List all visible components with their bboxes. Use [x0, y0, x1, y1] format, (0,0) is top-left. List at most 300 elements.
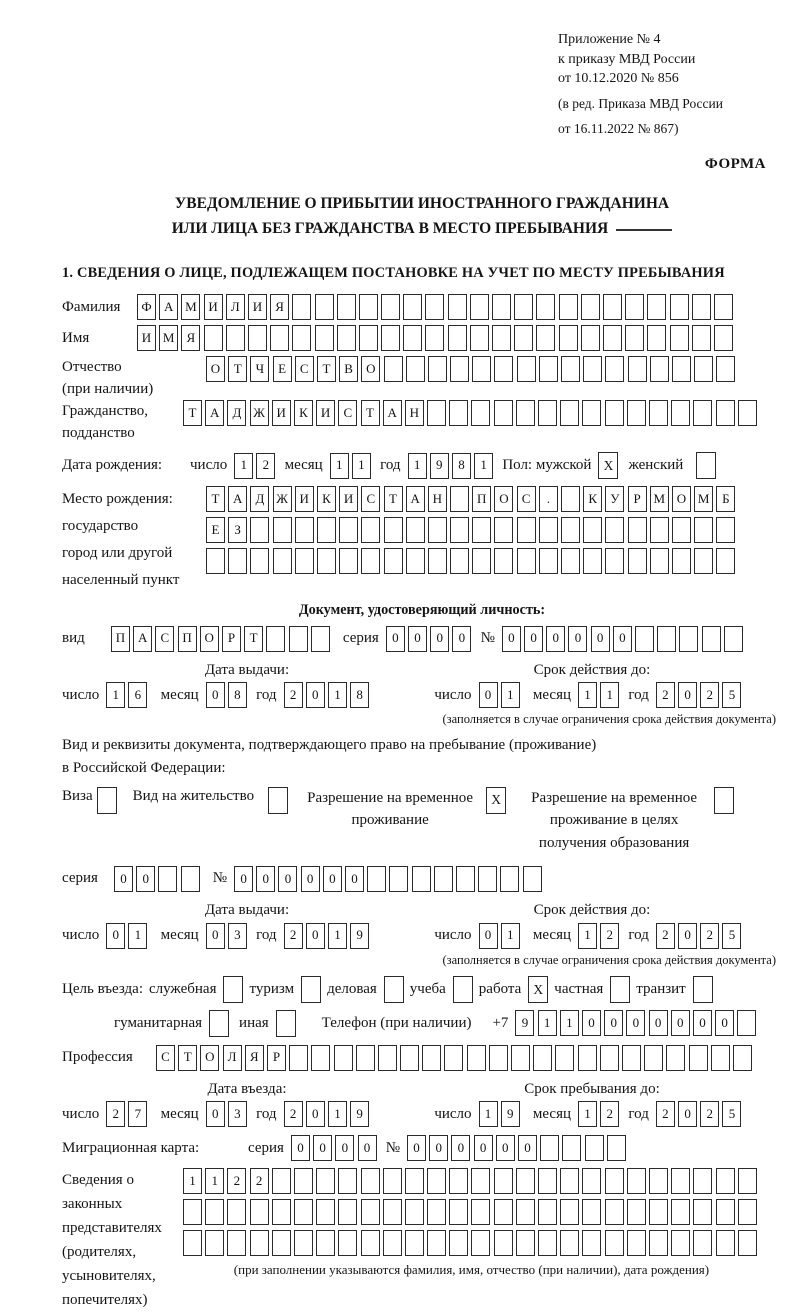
form-cell[interactable]: [316, 1199, 335, 1225]
form-cell[interactable]: 0: [671, 1010, 690, 1036]
form-cell[interactable]: 0: [335, 1135, 354, 1161]
purpose-business-checkbox[interactable]: [384, 976, 404, 1003]
form-cell[interactable]: [472, 517, 491, 543]
form-cell[interactable]: 2: [700, 682, 719, 708]
form-cell[interactable]: 2: [600, 923, 619, 949]
form-cell[interactable]: 7: [128, 1101, 147, 1127]
form-cell[interactable]: [716, 1199, 735, 1225]
form-cell[interactable]: [444, 1045, 463, 1071]
form-cell[interactable]: [540, 1135, 559, 1161]
form-cell[interactable]: 0: [451, 1135, 470, 1161]
form-cell[interactable]: [492, 294, 511, 320]
form-cell[interactable]: [450, 356, 469, 382]
form-cell[interactable]: [679, 626, 698, 652]
form-cell[interactable]: 2: [227, 1168, 246, 1194]
form-cell[interactable]: [607, 1135, 626, 1161]
form-cell[interactable]: [250, 1199, 269, 1225]
form-cell[interactable]: [702, 626, 721, 652]
form-cell[interactable]: [361, 1168, 380, 1194]
form-cell[interactable]: [738, 1230, 757, 1256]
form-cell[interactable]: [406, 548, 425, 574]
form-cell[interactable]: 2: [284, 682, 303, 708]
temp-residence-checkbox[interactable]: X: [486, 787, 506, 814]
form-cell[interactable]: [334, 1045, 353, 1071]
form-cell[interactable]: И: [339, 486, 358, 512]
form-cell[interactable]: [294, 1199, 313, 1225]
form-cell[interactable]: [694, 517, 713, 543]
form-cell[interactable]: [627, 1199, 646, 1225]
form-cell[interactable]: [670, 294, 689, 320]
form-cell[interactable]: [317, 548, 336, 574]
form-cell[interactable]: [561, 548, 580, 574]
form-cell[interactable]: Я: [270, 294, 289, 320]
form-cell[interactable]: У: [605, 486, 624, 512]
form-cell[interactable]: М: [159, 325, 178, 351]
form-cell[interactable]: [559, 325, 578, 351]
form-cell[interactable]: [428, 356, 447, 382]
form-cell[interactable]: 0: [430, 626, 449, 652]
form-cell[interactable]: Ж: [273, 486, 292, 512]
form-cell[interactable]: [714, 294, 733, 320]
form-cell[interactable]: 9: [515, 1010, 534, 1036]
form-cell[interactable]: [716, 400, 735, 426]
form-cell[interactable]: [384, 356, 403, 382]
form-cell[interactable]: [472, 548, 491, 574]
form-cell[interactable]: М: [694, 486, 713, 512]
form-cell[interactable]: Н: [428, 486, 447, 512]
form-cell[interactable]: 2: [700, 1101, 719, 1127]
form-cell[interactable]: [627, 1230, 646, 1256]
form-cell[interactable]: [406, 356, 425, 382]
form-cell[interactable]: [383, 1168, 402, 1194]
form-cell[interactable]: 9: [501, 1101, 520, 1127]
form-cell[interactable]: 0: [429, 1135, 448, 1161]
form-cell[interactable]: [470, 325, 489, 351]
form-cell[interactable]: [533, 1045, 552, 1071]
form-cell[interactable]: 0: [306, 682, 325, 708]
form-cell[interactable]: 2: [106, 1101, 125, 1127]
form-cell[interactable]: И: [204, 294, 223, 320]
form-cell[interactable]: [405, 1230, 424, 1256]
form-cell[interactable]: 3: [228, 1101, 247, 1127]
form-cell[interactable]: [724, 626, 743, 652]
form-cell[interactable]: 9: [350, 1101, 369, 1127]
form-cell[interactable]: 1: [106, 682, 125, 708]
form-cell[interactable]: 2: [656, 1101, 675, 1127]
form-cell[interactable]: [272, 1199, 291, 1225]
form-cell[interactable]: [562, 1135, 581, 1161]
form-cell[interactable]: [628, 356, 647, 382]
form-cell[interactable]: 1: [352, 453, 371, 479]
form-cell[interactable]: .: [539, 486, 558, 512]
form-cell[interactable]: [666, 1045, 685, 1071]
form-cell[interactable]: [516, 1168, 535, 1194]
form-cell[interactable]: 8: [452, 453, 471, 479]
form-cell[interactable]: [560, 1199, 579, 1225]
form-cell[interactable]: [273, 548, 292, 574]
form-cell[interactable]: [427, 1230, 446, 1256]
form-cell[interactable]: [227, 1230, 246, 1256]
form-cell[interactable]: [523, 866, 542, 892]
form-cell[interactable]: [693, 1168, 712, 1194]
form-cell[interactable]: П: [178, 626, 197, 652]
form-cell[interactable]: О: [672, 486, 691, 512]
form-cell[interactable]: [471, 1168, 490, 1194]
form-cell[interactable]: [381, 325, 400, 351]
form-cell[interactable]: [605, 400, 624, 426]
form-cell[interactable]: Р: [267, 1045, 286, 1071]
form-cell[interactable]: [361, 1230, 380, 1256]
form-cell[interactable]: [561, 517, 580, 543]
form-cell[interactable]: [581, 294, 600, 320]
form-cell[interactable]: [560, 1230, 579, 1256]
form-cell[interactable]: [383, 1230, 402, 1256]
form-cell[interactable]: [647, 325, 666, 351]
form-cell[interactable]: [478, 866, 497, 892]
form-cell[interactable]: 1: [183, 1168, 202, 1194]
form-cell[interactable]: 1: [474, 453, 493, 479]
form-cell[interactable]: [647, 294, 666, 320]
form-cell[interactable]: 0: [306, 923, 325, 949]
form-cell[interactable]: [671, 400, 690, 426]
form-cell[interactable]: [367, 866, 386, 892]
form-cell[interactable]: Е: [273, 356, 292, 382]
form-cell[interactable]: [339, 517, 358, 543]
form-cell[interactable]: 3: [228, 923, 247, 949]
form-cell[interactable]: [694, 548, 713, 574]
form-cell[interactable]: [538, 400, 557, 426]
form-cell[interactable]: К: [294, 400, 313, 426]
form-cell[interactable]: [428, 548, 447, 574]
form-cell[interactable]: [738, 1168, 757, 1194]
form-cell[interactable]: 0: [234, 866, 253, 892]
form-cell[interactable]: Т: [206, 486, 225, 512]
form-cell[interactable]: [294, 1230, 313, 1256]
form-cell[interactable]: [316, 1168, 335, 1194]
form-cell[interactable]: 0: [136, 866, 155, 892]
form-cell[interactable]: И: [316, 400, 335, 426]
form-cell[interactable]: [672, 548, 691, 574]
form-cell[interactable]: Ф: [137, 294, 156, 320]
form-cell[interactable]: 0: [256, 866, 275, 892]
form-cell[interactable]: А: [228, 486, 247, 512]
form-cell[interactable]: [316, 1230, 335, 1256]
form-cell[interactable]: 0: [678, 923, 697, 949]
form-cell[interactable]: Л: [223, 1045, 242, 1071]
form-cell[interactable]: Р: [222, 626, 241, 652]
form-cell[interactable]: [434, 866, 453, 892]
form-cell[interactable]: 0: [582, 1010, 601, 1036]
form-cell[interactable]: [266, 626, 285, 652]
form-cell[interactable]: А: [383, 400, 402, 426]
form-cell[interactable]: [471, 1199, 490, 1225]
form-cell[interactable]: [422, 1045, 441, 1071]
form-cell[interactable]: [733, 1045, 752, 1071]
form-cell[interactable]: [692, 325, 711, 351]
form-cell[interactable]: 0: [114, 866, 133, 892]
form-cell[interactable]: 1: [578, 923, 597, 949]
form-cell[interactable]: [226, 325, 245, 351]
visa-checkbox[interactable]: [97, 787, 117, 814]
form-cell[interactable]: 1: [205, 1168, 224, 1194]
form-cell[interactable]: 1: [408, 453, 427, 479]
form-cell[interactable]: [583, 356, 602, 382]
form-cell[interactable]: [560, 1168, 579, 1194]
form-cell[interactable]: [605, 517, 624, 543]
form-cell[interactable]: [714, 325, 733, 351]
form-cell[interactable]: [405, 1199, 424, 1225]
form-cell[interactable]: 0: [313, 1135, 332, 1161]
form-cell[interactable]: [337, 325, 356, 351]
form-cell[interactable]: 0: [452, 626, 471, 652]
form-cell[interactable]: [670, 325, 689, 351]
form-cell[interactable]: [581, 325, 600, 351]
form-cell[interactable]: Л: [226, 294, 245, 320]
form-cell[interactable]: [273, 517, 292, 543]
form-cell[interactable]: [183, 1199, 202, 1225]
form-cell[interactable]: [494, 1199, 513, 1225]
form-cell[interactable]: [644, 1045, 663, 1071]
form-cell[interactable]: З: [228, 517, 247, 543]
form-cell[interactable]: [536, 325, 555, 351]
form-cell[interactable]: [311, 626, 330, 652]
form-cell[interactable]: [582, 1199, 601, 1225]
form-cell[interactable]: [578, 1045, 597, 1071]
form-cell[interactable]: 0: [386, 626, 405, 652]
form-cell[interactable]: [494, 548, 513, 574]
form-cell[interactable]: 1: [560, 1010, 579, 1036]
form-cell[interactable]: 1: [234, 453, 253, 479]
form-cell[interactable]: А: [133, 626, 152, 652]
form-cell[interactable]: [517, 517, 536, 543]
form-cell[interactable]: [539, 517, 558, 543]
form-cell[interactable]: И: [137, 325, 156, 351]
form-cell[interactable]: [295, 517, 314, 543]
form-cell[interactable]: А: [406, 486, 425, 512]
form-cell[interactable]: И: [295, 486, 314, 512]
form-cell[interactable]: [383, 1199, 402, 1225]
form-cell[interactable]: [494, 400, 513, 426]
form-cell[interactable]: 1: [578, 682, 597, 708]
form-cell[interactable]: [292, 325, 311, 351]
form-cell[interactable]: Ж: [250, 400, 269, 426]
form-cell[interactable]: [539, 548, 558, 574]
form-cell[interactable]: [716, 548, 735, 574]
form-cell[interactable]: С: [295, 356, 314, 382]
form-cell[interactable]: [270, 325, 289, 351]
form-cell[interactable]: [403, 294, 422, 320]
form-cell[interactable]: 0: [345, 866, 364, 892]
form-cell[interactable]: [339, 548, 358, 574]
form-cell[interactable]: 1: [328, 682, 347, 708]
purpose-humanitarian-checkbox[interactable]: [209, 1010, 229, 1037]
form-cell[interactable]: 0: [479, 923, 498, 949]
form-cell[interactable]: [472, 356, 491, 382]
form-cell[interactable]: 0: [502, 626, 521, 652]
form-cell[interactable]: 0: [206, 1101, 225, 1127]
form-cell[interactable]: [449, 1168, 468, 1194]
form-cell[interactable]: 0: [678, 1101, 697, 1127]
form-cell[interactable]: К: [317, 486, 336, 512]
form-cell[interactable]: [693, 1199, 712, 1225]
form-cell[interactable]: [671, 1230, 690, 1256]
form-cell[interactable]: [338, 1230, 357, 1256]
form-cell[interactable]: [627, 400, 646, 426]
form-cell[interactable]: [517, 548, 536, 574]
form-cell[interactable]: 0: [291, 1135, 310, 1161]
form-cell[interactable]: 2: [284, 923, 303, 949]
form-cell[interactable]: О: [361, 356, 380, 382]
form-cell[interactable]: [689, 1045, 708, 1071]
form-cell[interactable]: [361, 517, 380, 543]
form-cell[interactable]: [711, 1045, 730, 1071]
form-cell[interactable]: Т: [244, 626, 263, 652]
purpose-tourism-checkbox[interactable]: [301, 976, 321, 1003]
form-cell[interactable]: [605, 356, 624, 382]
form-cell[interactable]: К: [583, 486, 602, 512]
form-cell[interactable]: [494, 356, 513, 382]
form-cell[interactable]: [448, 325, 467, 351]
form-cell[interactable]: С: [155, 626, 174, 652]
form-cell[interactable]: [361, 548, 380, 574]
form-cell[interactable]: 8: [350, 682, 369, 708]
form-cell[interactable]: [405, 1168, 424, 1194]
form-cell[interactable]: [650, 548, 669, 574]
form-cell[interactable]: [183, 1230, 202, 1256]
form-cell[interactable]: 9: [350, 923, 369, 949]
form-cell[interactable]: [338, 1199, 357, 1225]
form-cell[interactable]: [204, 325, 223, 351]
form-cell[interactable]: [428, 517, 447, 543]
form-cell[interactable]: 0: [306, 1101, 325, 1127]
form-cell[interactable]: [272, 1230, 291, 1256]
form-cell[interactable]: [560, 400, 579, 426]
form-cell[interactable]: [427, 1168, 446, 1194]
form-cell[interactable]: [228, 548, 247, 574]
form-cell[interactable]: [582, 1230, 601, 1256]
form-cell[interactable]: [625, 325, 644, 351]
form-cell[interactable]: [625, 294, 644, 320]
form-cell[interactable]: [622, 1045, 641, 1071]
form-cell[interactable]: [181, 866, 200, 892]
form-cell[interactable]: 0: [474, 1135, 493, 1161]
form-cell[interactable]: [583, 548, 602, 574]
form-cell[interactable]: [536, 294, 555, 320]
form-cell[interactable]: [206, 548, 225, 574]
form-cell[interactable]: [649, 1199, 668, 1225]
form-cell[interactable]: А: [159, 294, 178, 320]
form-cell[interactable]: 0: [613, 626, 632, 652]
form-cell[interactable]: [582, 1168, 601, 1194]
form-cell[interactable]: С: [361, 486, 380, 512]
form-cell[interactable]: [294, 1168, 313, 1194]
form-cell[interactable]: 0: [678, 682, 697, 708]
form-cell[interactable]: В: [339, 356, 358, 382]
sex-male-checkbox[interactable]: X: [598, 452, 618, 479]
form-cell[interactable]: 1: [501, 682, 520, 708]
form-cell[interactable]: [403, 325, 422, 351]
form-cell[interactable]: [627, 1168, 646, 1194]
form-cell[interactable]: 0: [408, 626, 427, 652]
form-cell[interactable]: 0: [591, 626, 610, 652]
form-cell[interactable]: 1: [479, 1101, 498, 1127]
form-cell[interactable]: Е: [206, 517, 225, 543]
form-cell[interactable]: [585, 1135, 604, 1161]
form-cell[interactable]: [227, 1199, 246, 1225]
form-cell[interactable]: [603, 294, 622, 320]
form-cell[interactable]: 2: [656, 682, 675, 708]
form-cell[interactable]: [338, 1168, 357, 1194]
form-cell[interactable]: [158, 866, 177, 892]
form-cell[interactable]: [337, 294, 356, 320]
form-cell[interactable]: [516, 1199, 535, 1225]
form-cell[interactable]: [672, 517, 691, 543]
form-cell[interactable]: [511, 1045, 530, 1071]
form-cell[interactable]: [494, 517, 513, 543]
form-cell[interactable]: [538, 1168, 557, 1194]
form-cell[interactable]: 2: [250, 1168, 269, 1194]
form-cell[interactable]: 8: [228, 682, 247, 708]
form-cell[interactable]: 1: [501, 923, 520, 949]
form-cell[interactable]: 0: [693, 1010, 712, 1036]
form-cell[interactable]: 0: [301, 866, 320, 892]
form-cell[interactable]: [412, 866, 431, 892]
form-cell[interactable]: [559, 294, 578, 320]
form-cell[interactable]: Д: [227, 400, 246, 426]
form-cell[interactable]: [605, 1168, 624, 1194]
form-cell[interactable]: И: [248, 294, 267, 320]
form-cell[interactable]: 1: [600, 682, 619, 708]
form-cell[interactable]: 2: [600, 1101, 619, 1127]
form-cell[interactable]: 0: [407, 1135, 426, 1161]
form-cell[interactable]: 5: [722, 682, 741, 708]
form-cell[interactable]: [605, 1230, 624, 1256]
form-cell[interactable]: [315, 325, 334, 351]
form-cell[interactable]: [456, 866, 475, 892]
form-cell[interactable]: [250, 548, 269, 574]
form-cell[interactable]: [315, 294, 334, 320]
form-cell[interactable]: [649, 1230, 668, 1256]
form-cell[interactable]: [450, 517, 469, 543]
form-cell[interactable]: Т: [317, 356, 336, 382]
form-cell[interactable]: [378, 1045, 397, 1071]
form-cell[interactable]: 0: [479, 682, 498, 708]
form-cell[interactable]: 0: [323, 866, 342, 892]
form-cell[interactable]: [737, 1010, 756, 1036]
form-cell[interactable]: 0: [106, 923, 125, 949]
form-cell[interactable]: Р: [628, 486, 647, 512]
form-cell[interactable]: [716, 1230, 735, 1256]
form-cell[interactable]: П: [472, 486, 491, 512]
form-cell[interactable]: [450, 486, 469, 512]
form-cell[interactable]: [693, 400, 712, 426]
form-cell[interactable]: [311, 1045, 330, 1071]
form-cell[interactable]: 0: [206, 923, 225, 949]
form-cell[interactable]: Я: [181, 325, 200, 351]
form-cell[interactable]: С: [156, 1045, 175, 1071]
purpose-official-checkbox[interactable]: [223, 976, 243, 1003]
form-cell[interactable]: 9: [430, 453, 449, 479]
form-cell[interactable]: [650, 356, 669, 382]
form-cell[interactable]: [514, 325, 533, 351]
form-cell[interactable]: О: [206, 356, 225, 382]
form-cell[interactable]: [605, 548, 624, 574]
form-cell[interactable]: [289, 626, 308, 652]
form-cell[interactable]: 0: [649, 1010, 668, 1036]
purpose-transit-checkbox[interactable]: [693, 976, 713, 1003]
form-cell[interactable]: [470, 294, 489, 320]
form-cell[interactable]: 0: [496, 1135, 515, 1161]
